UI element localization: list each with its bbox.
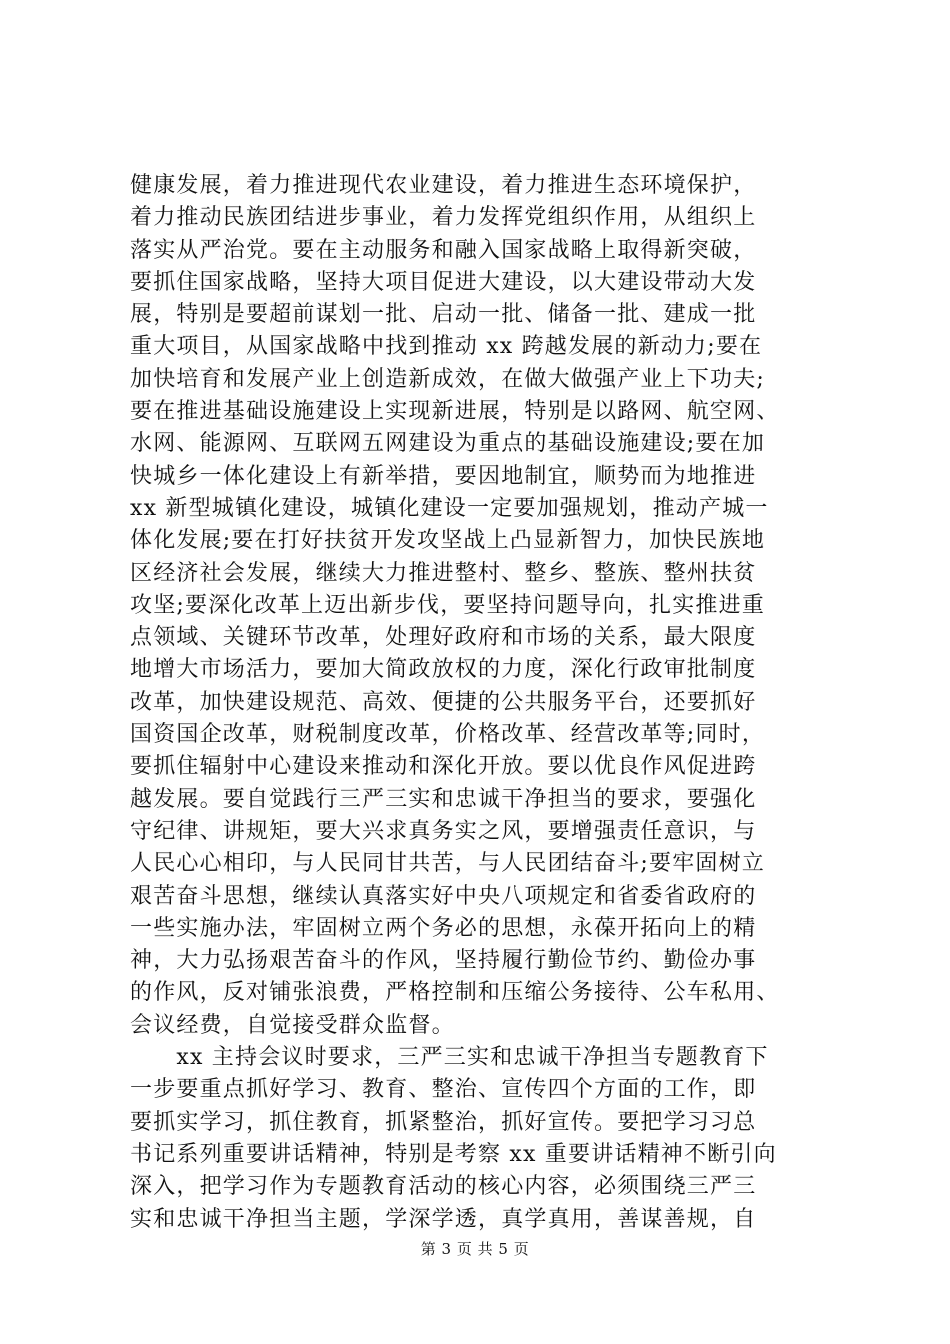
text-line: 实和忠诚干净担当主题，学深学透，真学真用，善谋善规，自 [130,1206,757,1232]
text-line: 改革，加快建设规范、高效、便捷的公共服务平台，还要抓好 [130,689,757,715]
text-line: 深入，把学习作为专题教育活动的核心内容，必须围绕三严三 [130,1174,757,1200]
text-line: 要抓住国家战略，坚持大项目促进大建设，以大建设带动大发 [130,269,757,295]
text-line: 重大项目，从国家战略中找到推动 xx 跨越发展的新动力;要在 [130,334,763,360]
text-line: 要在推进基础设施建设上实现新进展，特别是以路网、航空网、 [130,399,780,425]
text-line: 区经济社会发展，继续大力推进整村、整乡、整族、整州扶贫 [130,560,757,586]
text-line: 会议经费，自觉接受群众监督。 [130,1012,455,1038]
text-line: 守纪律、讲规矩，要大兴求真务实之风，要增强责任意识，与 [130,818,757,844]
text-line: 艰苦奋斗思想，继续认真落实好中央八项规定和省委省政府的 [130,883,757,909]
text-line: 加快培育和发展产业上创造新成效，在做大做强产业上下功夫; [130,366,766,392]
page-footer: 第 3 页 共 5 页 [420,1240,530,1258]
text-line: 神，大力弘扬艰苦奋斗的作风，坚持履行勤俭节约、勤俭办事 [130,948,757,974]
text-line: 越发展。要自觉践行三严三实和忠诚干净担当的要求，要强化 [130,786,757,812]
text-line: xx 新型城镇化建设，城镇化建设一定要加强规划，推动产城一 [130,495,769,521]
text-line: 一些实施办法，牢固树立两个务必的思想，永葆开拓向上的精 [130,915,757,941]
text-line: 国资国企改革，财税制度改革，价格改革、经营改革等;同时， [130,722,766,748]
text-line: 要抓实学习，抓住教育，抓紧整治，抓好宣传。要把学习习总 [130,1109,757,1135]
text-line: xx 主持会议时要求，三严三实和忠诚干净担当专题教育下 [130,1045,769,1071]
text-line: 攻坚;要深化改革上迈出新步伐，要坚持问题导向，扎实推进重 [130,592,766,618]
text-line: 的作风，反对铺张浪费，严格控制和压缩公务接待、公车私用、 [130,980,780,1006]
text-line: 水网、能源网、互联网五网建设为重点的基础设施建设;要在加 [130,431,766,457]
body-text [130,170,830,1236]
text-line: 地增大市场活力，要加大简政放权的力度，深化行政审批制度 [130,657,757,683]
text-line: 一步要重点抓好学习、教育、整治、宣传四个方面的工作，即 [130,1077,757,1103]
text-line: 着力推动民族团结进步事业，着力发挥党组织作用，从组织上 [130,205,757,231]
text-line: 书记系列重要讲话精神，特别是考察 xx 重要讲话精神不断引向 [130,1141,777,1167]
text-line: 健康发展，着力推进现代农业建设，着力推进生态环境保护， [130,173,757,198]
text-line: 人民心心相印，与人民同甘共苦，与人民团结奋斗;要牢固树立 [130,851,766,877]
text-line: 体化发展;要在打好扶贫开发攻坚战上凸显新智力，加快民族地 [130,528,766,554]
text-line: 快城乡一体化建设上有新举措，要因地制宜，顺势而为地推进 [130,463,757,489]
text-line: 要抓住辐射中心建设来推动和深化开放。要以优良作风促进跨 [130,754,757,780]
text-line: 展，特别是要超前谋划一批、启动一批、储备一批、建成一批 [130,302,757,328]
text-line: 落实从严治党。要在主动服务和融入国家战略上取得新突破， [130,237,757,263]
text-line: 点领域、关键环节改革，处理好政府和市场的关系，最大限度 [130,625,757,651]
